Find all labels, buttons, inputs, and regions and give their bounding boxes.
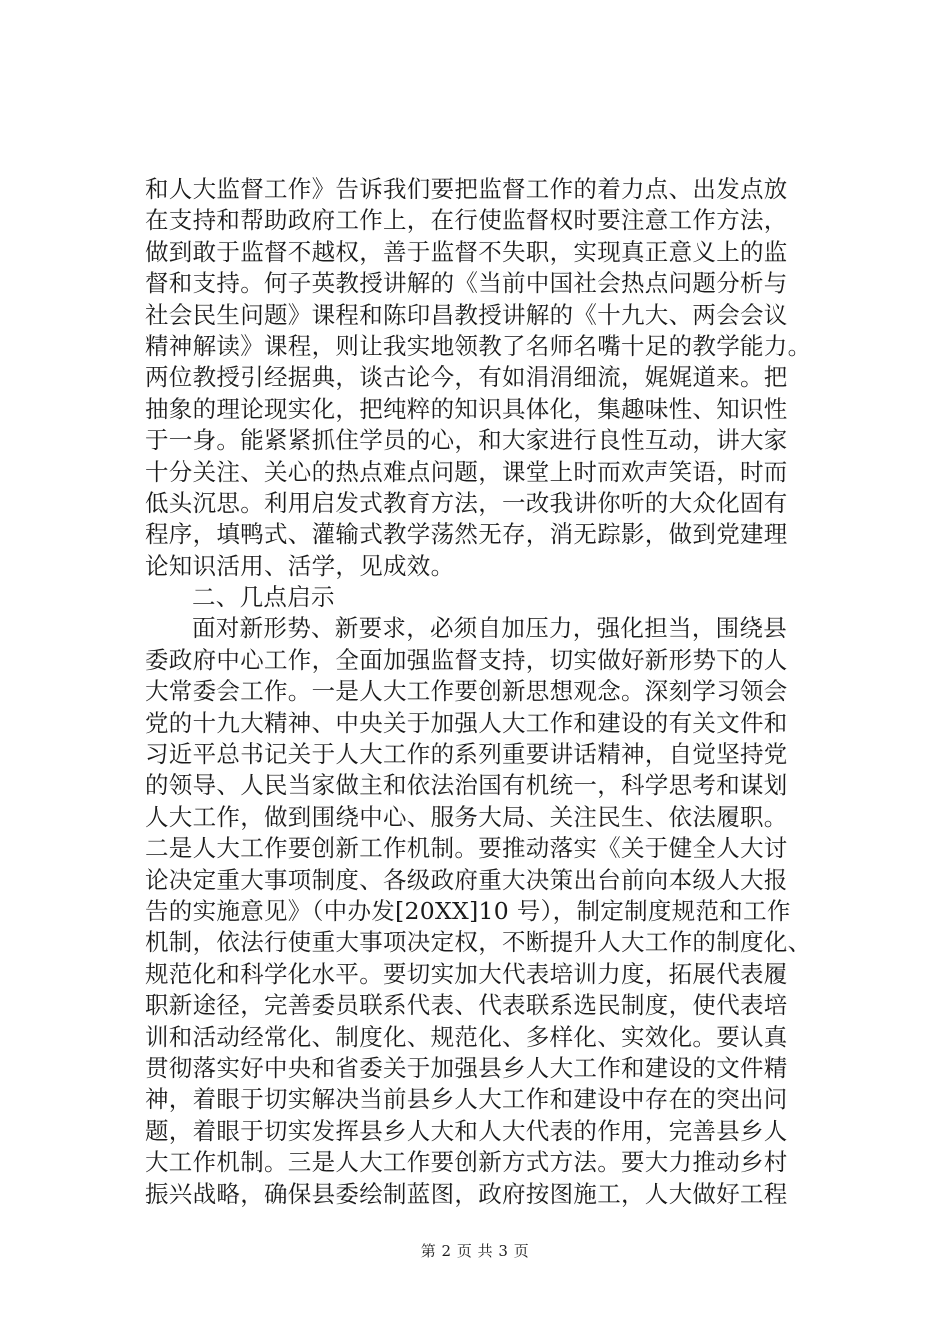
text-line: 和人大监督工作》告诉我们要把监督工作的着力点、出发点放 (145, 175, 788, 203)
text-line: 抽象的理论现实化，把纯粹的知识具体化，集趣味性、知识性 (145, 394, 788, 423)
text-line: 于一身。能紧紧抓住学员的心，和大家进行良性互动，讲大家 (145, 426, 788, 455)
text-line: 两位教授引经据典，谈古论今，有如涓涓细流，娓娓道来。把 (145, 363, 788, 392)
section-heading: 二、几点启示 (192, 583, 335, 612)
text-line: 人大工作，做到围绕中心、服务大局、关注民生、依法履职。 (145, 802, 788, 831)
text-line: 规范化和科学化水平。要切实加大代表培训力度，拓展代表履 (145, 959, 788, 988)
text-line: 告的实施意见》（中办发[20XX]10 号），制定制度规范和工作 (145, 896, 791, 925)
text-line: 职新途径，完善委员联系代表、代表联系选民制度，使代表培 (145, 991, 788, 1020)
text-line: 督和支持。何子英教授讲解的《当前中国社会热点问题分析与 (145, 269, 788, 298)
text-line: 的领导、人民当家做主和依法治国有机统一，科学思考和谋划 (145, 771, 788, 800)
text-line: 党的十九大精神、中央关于加强人大工作和建设的有关文件和 (145, 708, 788, 737)
text-line: 十分关注、关心的热点难点问题，课堂上时而欢声笑语，时而 (145, 457, 788, 486)
text-line: 做到敢于监督不越权，善于监督不失职，实现真正意义上的监 (145, 237, 788, 266)
text-line: 振兴战略，确保县委绘制蓝图，政府按图施工，人大做好工程 (145, 1179, 788, 1208)
page-footer: 第 2 页 共 3 页 (420, 1242, 530, 1260)
text-line: 习近平总书记关于人大工作的系列重要讲话精神，自觉坚持党 (145, 740, 788, 769)
text-line: 神，着眼于切实解决当前县乡人大工作和建设中存在的突出问 (145, 1085, 788, 1114)
text-line: 大常委会工作。一是人大工作要创新思想观念。深刻学习领会 (145, 677, 788, 706)
text-line: 机制，依法行使重大事项决定权，不断提升人大工作的制度化、 (145, 928, 812, 957)
document-body (145, 174, 835, 1210)
text-line: 面对新形势、新要求，必须自加压力，强化担当，围绕县 (192, 614, 787, 643)
text-line: 在支持和帮助政府工作上，在行使监督权时要注意工作方法， (145, 206, 788, 235)
text-line: 精神解读》课程，则让我实地领教了名师名嘴十足的教学能力。 (145, 331, 812, 360)
text-line: 委政府中心工作，全面加强监督支持，切实做好新形势下的人 (145, 645, 788, 674)
text-line: 训和活动经常化、制度化、规范化、多样化、实效化。要认真 (145, 1022, 788, 1051)
text-line: 大工作机制。三是人大工作要创新方式方法。要大力推动乡村 (145, 1148, 788, 1177)
text-line: 贯彻落实好中央和省委关于加强县乡人大工作和建设的文件精 (145, 1053, 788, 1082)
text-line: 二是人大工作要创新工作机制。要推动落实《关于健全人大讨 (145, 834, 788, 863)
text-line: 社会民生问题》课程和陈印昌教授讲解的《十九大、两会会议 (145, 300, 788, 329)
text-line: 程序，填鸭式、灌输式教学荡然无存，消无踪影，做到党建理 (145, 520, 788, 549)
text-line: 题，着眼于切实发挥县乡人大和人大代表的作用，完善县乡人 (145, 1116, 788, 1145)
text-line: 论决定重大事项制度、各级政府重大决策出台前向本级人大报 (145, 865, 788, 894)
text-line: 论知识活用、活学，见成效。 (145, 551, 455, 580)
text-line: 低头沉思。利用启发式教育方法，一改我讲你听的大众化固有 (145, 488, 788, 517)
